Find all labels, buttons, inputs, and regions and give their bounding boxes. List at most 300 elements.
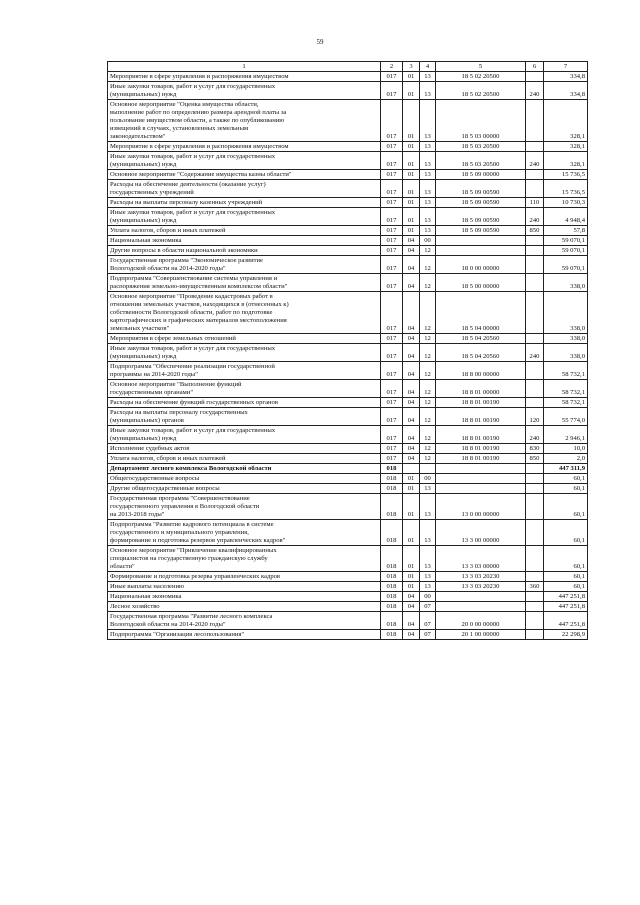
row-ministry-code: 017	[381, 274, 403, 292]
row-expense-type	[526, 520, 544, 546]
row-amount: 59 070,1	[544, 246, 588, 256]
table-row	[108, 494, 588, 520]
row-amount: 58 732,1	[544, 380, 588, 398]
row-expense-type	[526, 630, 544, 640]
row-ministry-code: 018	[381, 612, 403, 630]
row-subsection: 13	[420, 72, 436, 82]
row-ministry-code: 017	[381, 454, 403, 464]
row-amount: 60,1	[544, 484, 588, 494]
row-amount: 10 730,3	[544, 198, 588, 208]
row-expense-type	[526, 246, 544, 256]
row-subsection: 12	[420, 454, 436, 464]
table-header	[108, 62, 588, 72]
row-target-article	[436, 236, 526, 246]
table-row	[108, 256, 588, 274]
row-subsection: 13	[420, 208, 436, 226]
row-ministry-code: 018	[381, 484, 403, 494]
row-expense-type	[526, 474, 544, 484]
row-subsection: 13	[420, 142, 436, 152]
row-ministry-code: 018	[381, 582, 403, 592]
row-target-article: 18 8 01 00190	[436, 398, 526, 408]
row-expense-type	[526, 274, 544, 292]
page-number: 59	[316, 38, 324, 46]
row-target-article	[436, 464, 526, 474]
row-target-article: 20 1 00 00000	[436, 630, 526, 640]
table-row	[108, 520, 588, 546]
row-section: 04	[403, 602, 420, 612]
row-target-article	[436, 484, 526, 494]
row-ministry-code: 017	[381, 246, 403, 256]
row-ministry-code: 017	[381, 180, 403, 198]
row-expense-type: 850	[526, 454, 544, 464]
row-subsection: 13	[420, 226, 436, 236]
row-subsection: 13	[420, 100, 436, 142]
row-subsection: 13	[420, 572, 436, 582]
row-target-article: 18 8 01 00190	[436, 454, 526, 464]
row-expense-type	[526, 464, 544, 474]
row-name: Исполнение судебных актов	[108, 444, 381, 454]
row-section: 04	[403, 334, 420, 344]
row-ministry-code: 018	[381, 630, 403, 640]
row-target-article	[436, 592, 526, 602]
row-target-article: 18 5 09 00590	[436, 226, 526, 236]
row-subsection: 12	[420, 408, 436, 426]
row-section: 01	[403, 208, 420, 226]
table-row	[108, 444, 588, 454]
row-section: 01	[403, 72, 420, 82]
row-subsection: 12	[420, 426, 436, 444]
row-expense-type	[526, 592, 544, 602]
row-ministry-code: 017	[381, 408, 403, 426]
row-ministry-code: 017	[381, 208, 403, 226]
row-subsection: 12	[420, 362, 436, 380]
row-expense-type	[526, 398, 544, 408]
row-subsection: 12	[420, 344, 436, 362]
row-section: 04	[403, 246, 420, 256]
row-expense-type	[526, 142, 544, 152]
row-name: Государственная программа "Экономическое развитие Вологодской области на 2014-2020 годы"	[108, 256, 381, 274]
row-amount: 60,1	[544, 520, 588, 546]
row-section: 04	[403, 256, 420, 274]
row-subsection: 12	[420, 246, 436, 256]
row-amount: 334,8	[544, 72, 588, 82]
row-amount: 338,0	[544, 334, 588, 344]
row-amount: 447 311,9	[544, 464, 588, 474]
row-section: 01	[403, 546, 420, 572]
row-name: Иные закупки товаров, работ и услуг для государственных (муниципальных) нужд	[108, 208, 381, 226]
row-target-article: 13 3 03 20230	[436, 572, 526, 582]
row-name: Основное мероприятие "Выполнение функций государственными органами"	[108, 380, 381, 398]
row-target-article: 18 5 09 00590	[436, 180, 526, 198]
row-ministry-code: 018	[381, 474, 403, 484]
row-amount: 60,1	[544, 582, 588, 592]
row-name: Мероприятие в сфере управления и распоряжения имуществом	[108, 142, 381, 152]
header-col-6: 6	[526, 62, 544, 72]
row-subsection: 00	[420, 236, 436, 246]
row-ministry-code: 017	[381, 256, 403, 274]
header-col-3: 3	[403, 62, 420, 72]
row-expense-type: 850	[526, 226, 544, 236]
table-body	[108, 72, 588, 640]
row-amount: 57,8	[544, 226, 588, 236]
row-subsection: 12	[420, 334, 436, 344]
row-expense-type	[526, 170, 544, 180]
row-subsection: 13	[420, 180, 436, 198]
table-row	[108, 170, 588, 180]
row-ministry-code: 017	[381, 334, 403, 344]
row-name: Основное мероприятие "Привлечение квалифицированных специалистов на государственную гражданскую службу области"	[108, 546, 381, 572]
row-ministry-code: 017	[381, 236, 403, 246]
row-section: 04	[403, 274, 420, 292]
row-name: Иные выплаты населению	[108, 582, 381, 592]
row-target-article: 18 5 04 20560	[436, 334, 526, 344]
row-expense-type	[526, 72, 544, 82]
row-section: 01	[403, 474, 420, 484]
row-amount: 59 070,1	[544, 256, 588, 274]
row-name: Иные закупки товаров, работ и услуг для государственных (муниципальных) нужд	[108, 426, 381, 444]
row-ministry-code: 018	[381, 602, 403, 612]
header-row	[108, 62, 588, 72]
row-name: Государственная программа "Развитие лесного комплекса Вологодской области на 2014-2020 годы"	[108, 612, 381, 630]
row-target-article: 13 3 00 00000	[436, 520, 526, 546]
row-ministry-code: 017	[381, 72, 403, 82]
table-row	[108, 630, 588, 640]
row-section: 04	[403, 408, 420, 426]
row-name: Подпрограмма "Развитие кадрового потенциала в системе государственного и муниципального управления, формирование и подготовка резервов управленческих кадров"	[108, 520, 381, 546]
table-row	[108, 100, 588, 142]
row-subsection: 13	[420, 520, 436, 546]
row-subsection: 12	[420, 256, 436, 274]
row-amount: 55 774,0	[544, 408, 588, 426]
row-ministry-code: 017	[381, 426, 403, 444]
table-row	[108, 152, 588, 170]
table-row	[108, 380, 588, 398]
row-section: 01	[403, 82, 420, 100]
row-ministry-code: 018	[381, 464, 403, 474]
row-name: Подпрограмма "Обеспечение реализации государственной программы на 2014-2020 годы"	[108, 362, 381, 380]
row-section: 04	[403, 344, 420, 362]
row-name: Мероприятия в сфере земельных отношений	[108, 334, 381, 344]
row-section: 01	[403, 226, 420, 236]
row-amount: 15 736,5	[544, 170, 588, 180]
row-expense-type: 240	[526, 426, 544, 444]
row-ministry-code: 017	[381, 100, 403, 142]
table-row	[108, 334, 588, 344]
table-row	[108, 142, 588, 152]
row-amount: 60,1	[544, 546, 588, 572]
row-section: 04	[403, 236, 420, 246]
table-row	[108, 612, 588, 630]
row-ministry-code: 017	[381, 380, 403, 398]
row-name: Другие общегосударственные вопросы	[108, 484, 381, 494]
row-amount: 328,1	[544, 100, 588, 142]
table-row	[108, 292, 588, 334]
row-name: Подпрограмма "Организация лесопользования"	[108, 630, 381, 640]
row-amount: 58 732,1	[544, 398, 588, 408]
row-subsection: 13	[420, 494, 436, 520]
row-target-article: 18 8 00 00000	[436, 362, 526, 380]
row-target-article: 18 5 04 20560	[436, 344, 526, 362]
row-subsection: 00	[420, 474, 436, 484]
row-name: Подпрограмма "Совершенствование системы управления и распоряжения земельно-имущественным комплексом области"	[108, 274, 381, 292]
table-row	[108, 546, 588, 572]
row-section: 01	[403, 100, 420, 142]
row-subsection: 13	[420, 582, 436, 592]
table-row	[108, 362, 588, 380]
row-ministry-code: 017	[381, 398, 403, 408]
table-row	[108, 464, 588, 474]
row-amount: 2,0	[544, 454, 588, 464]
row-target-article: 18 5 09 00000	[436, 170, 526, 180]
row-expense-type	[526, 602, 544, 612]
table-row	[108, 398, 588, 408]
row-expense-type: 110	[526, 198, 544, 208]
row-amount: 334,8	[544, 82, 588, 100]
row-section: 01	[403, 582, 420, 592]
table-row	[108, 236, 588, 246]
row-section: 04	[403, 292, 420, 334]
header-col-5: 5	[436, 62, 526, 72]
row-section: 01	[403, 494, 420, 520]
row-ministry-code: 018	[381, 546, 403, 572]
row-name: Государственная программа "Совершенствование государственного управления в Вологодской области на 2013-2018 годы"	[108, 494, 381, 520]
row-subsection: 12	[420, 398, 436, 408]
row-ministry-code: 017	[381, 170, 403, 180]
row-subsection: 13	[420, 484, 436, 494]
row-amount: 58 732,1	[544, 362, 588, 380]
table-row	[108, 582, 588, 592]
row-name: Расходы на выплаты персоналу государственных (муниципальных) органов	[108, 408, 381, 426]
row-name: Расходы на выплаты персоналу казенных учреждений	[108, 198, 381, 208]
row-ministry-code: 017	[381, 362, 403, 380]
row-target-article: 13 3 03 20230	[436, 582, 526, 592]
row-ministry-code: 017	[381, 292, 403, 334]
row-section: 04	[403, 454, 420, 464]
table-row	[108, 572, 588, 582]
row-name: Расходы на обеспечение функций государственных органов	[108, 398, 381, 408]
row-name: Иные закупки товаров, работ и услуг для государственных (муниципальных) нужд	[108, 152, 381, 170]
row-amount: 328,1	[544, 142, 588, 152]
row-target-article: 18 8 01 00000	[436, 380, 526, 398]
row-section: 04	[403, 592, 420, 602]
row-name: Основное мероприятие "Оценка имущества области, выполнение работ по определению размера арендной платы за пользование имуществом области, а также по опубликованию извещений в случаях, установленных земельным законодательством"	[108, 100, 381, 142]
header-col-7: 7	[544, 62, 588, 72]
row-name: Национальная экономика	[108, 236, 381, 246]
table-row	[108, 82, 588, 100]
row-subsection: 07	[420, 602, 436, 612]
table-row	[108, 484, 588, 494]
row-expense-type	[526, 180, 544, 198]
row-target-article: 18 5 09 00590	[436, 198, 526, 208]
row-section: 01	[403, 152, 420, 170]
row-section: 01	[403, 142, 420, 152]
table-row	[108, 208, 588, 226]
table-row	[108, 246, 588, 256]
row-section: 04	[403, 426, 420, 444]
row-amount: 447 251,8	[544, 612, 588, 630]
row-expense-type	[526, 292, 544, 334]
row-amount: 447 251,8	[544, 592, 588, 602]
row-ministry-code: 017	[381, 142, 403, 152]
row-subsection: 13	[420, 152, 436, 170]
row-amount: 338,0	[544, 292, 588, 334]
row-name: Общегосударственные вопросы	[108, 474, 381, 484]
row-target-article: 13 0 00 00000	[436, 494, 526, 520]
row-target-article: 18 0 00 00000	[436, 256, 526, 274]
table-row	[108, 344, 588, 362]
row-name: Департамент лесного комплекса Вологодской области	[108, 464, 381, 474]
row-subsection: 00	[420, 592, 436, 602]
row-target-article: 18 8 01 00190	[436, 408, 526, 426]
row-subsection: 13	[420, 198, 436, 208]
row-name: Иные закупки товаров, работ и услуг для государственных (муниципальных) нужд	[108, 344, 381, 362]
row-section: 04	[403, 398, 420, 408]
row-ministry-code: 018	[381, 572, 403, 582]
budget-table	[107, 61, 588, 640]
row-target-article: 18 5 04 00000	[436, 292, 526, 334]
row-subsection: 12	[420, 274, 436, 292]
table-row	[108, 426, 588, 444]
table-row	[108, 72, 588, 82]
row-name: Основное мероприятие "Содержание имущества казны области"	[108, 170, 381, 180]
row-ministry-code: 017	[381, 444, 403, 454]
table-row	[108, 592, 588, 602]
table-row	[108, 180, 588, 198]
table-row	[108, 226, 588, 236]
row-amount: 22 298,9	[544, 630, 588, 640]
row-amount: 447 251,8	[544, 602, 588, 612]
row-expense-type: 120	[526, 408, 544, 426]
row-section: 04	[403, 630, 420, 640]
header-col-4: 4	[420, 62, 436, 72]
row-name: Расходы на обеспечение деятельности (оказание услуг) государственных учреждений	[108, 180, 381, 198]
row-expense-type	[526, 484, 544, 494]
row-target-article: 18 5 03 20500	[436, 142, 526, 152]
row-expense-type	[526, 612, 544, 630]
row-section	[403, 464, 420, 474]
table-row	[108, 408, 588, 426]
row-target-article: 20 0 00 00000	[436, 612, 526, 630]
row-subsection: 12	[420, 444, 436, 454]
row-name: Уплата налогов, сборов и иных платежей	[108, 454, 381, 464]
row-subsection: 12	[420, 292, 436, 334]
row-amount: 10,0	[544, 444, 588, 454]
row-target-article: 18 8 01 00190	[436, 444, 526, 454]
table-row	[108, 602, 588, 612]
row-name: Другие вопросы в области национальной экономики	[108, 246, 381, 256]
row-target-article	[436, 474, 526, 484]
row-expense-type	[526, 546, 544, 572]
row-expense-type	[526, 100, 544, 142]
row-subsection	[420, 464, 436, 474]
row-subsection: 13	[420, 170, 436, 180]
row-target-article: 18 8 01 00190	[436, 426, 526, 444]
row-section: 01	[403, 572, 420, 582]
row-amount: 59 070,1	[544, 236, 588, 246]
row-expense-type	[526, 572, 544, 582]
row-section: 01	[403, 180, 420, 198]
row-amount: 60,1	[544, 474, 588, 484]
row-amount: 338,0	[544, 344, 588, 362]
row-expense-type: 360	[526, 582, 544, 592]
table-row	[108, 474, 588, 484]
row-section: 04	[403, 612, 420, 630]
row-section: 04	[403, 380, 420, 398]
header-col-1: 1	[108, 62, 381, 72]
row-amount: 2 946,1	[544, 426, 588, 444]
row-expense-type: 240	[526, 152, 544, 170]
row-expense-type: 240	[526, 82, 544, 100]
row-expense-type: 830	[526, 444, 544, 454]
row-target-article: 18 5 02 20500	[436, 72, 526, 82]
row-target-article: 18 5 03 00000	[436, 100, 526, 142]
table-row	[108, 454, 588, 464]
row-amount: 15 736,5	[544, 180, 588, 198]
row-name: Лесное хозяйство	[108, 602, 381, 612]
row-expense-type	[526, 380, 544, 398]
row-section: 01	[403, 198, 420, 208]
row-ministry-code: 017	[381, 198, 403, 208]
row-ministry-code: 017	[381, 344, 403, 362]
row-section: 01	[403, 170, 420, 180]
row-subsection: 12	[420, 380, 436, 398]
row-name: Национальная экономика	[108, 592, 381, 602]
row-target-article	[436, 602, 526, 612]
row-name: Уплата налогов, сборов и иных платежей	[108, 226, 381, 236]
row-expense-type	[526, 362, 544, 380]
row-ministry-code: 017	[381, 152, 403, 170]
row-amount: 338,0	[544, 274, 588, 292]
row-section: 04	[403, 444, 420, 454]
row-ministry-code: 018	[381, 494, 403, 520]
row-subsection: 13	[420, 546, 436, 572]
table-row	[108, 198, 588, 208]
row-expense-type	[526, 236, 544, 246]
row-section: 01	[403, 520, 420, 546]
row-amount: 328,1	[544, 152, 588, 170]
row-section: 01	[403, 484, 420, 494]
row-subsection: 07	[420, 612, 436, 630]
row-expense-type	[526, 334, 544, 344]
row-name: Иные закупки товаров, работ и услуг для государственных (муниципальных) нужд	[108, 82, 381, 100]
row-expense-type: 240	[526, 208, 544, 226]
row-expense-type	[526, 494, 544, 520]
row-target-article: 18 5 00 00000	[436, 274, 526, 292]
row-target-article	[436, 246, 526, 256]
header-col-2: 2	[381, 62, 403, 72]
row-subsection: 13	[420, 82, 436, 100]
row-name: Мероприятие в сфере управления и распоряжения имуществом	[108, 72, 381, 82]
row-ministry-code: 018	[381, 592, 403, 602]
row-name: Основное мероприятие "Проведение кадастровых работ в отношении земельных участков, находящихся в (отнесенных к) собственности Вологодской области, работ по подготовке картографических и графических материалов местоположения земельных участков"	[108, 292, 381, 334]
row-ministry-code: 018	[381, 520, 403, 546]
row-target-article: 18 5 02 20500	[436, 82, 526, 100]
row-amount: 4 948,4	[544, 208, 588, 226]
row-amount: 60,1	[544, 572, 588, 582]
table-row	[108, 274, 588, 292]
row-name: Формирование и подготовка резерва управленческих кадров	[108, 572, 381, 582]
row-expense-type: 240	[526, 344, 544, 362]
row-target-article: 18 5 09 00590	[436, 208, 526, 226]
row-amount: 60,1	[544, 494, 588, 520]
row-ministry-code: 017	[381, 82, 403, 100]
row-target-article: 13 3 03 00000	[436, 546, 526, 572]
row-section: 04	[403, 362, 420, 380]
row-target-article: 18 5 03 20500	[436, 152, 526, 170]
row-ministry-code: 017	[381, 226, 403, 236]
row-subsection: 07	[420, 630, 436, 640]
row-expense-type	[526, 256, 544, 274]
